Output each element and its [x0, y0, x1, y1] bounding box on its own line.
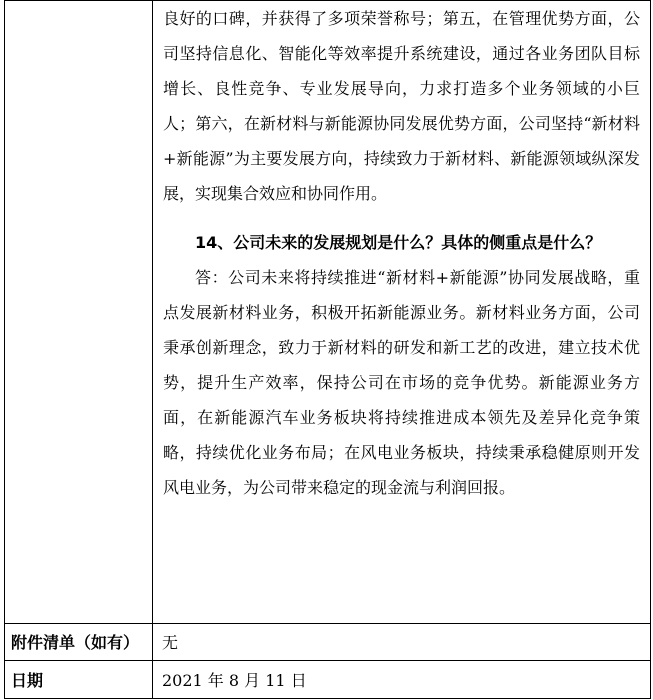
attachments-row: [5, 623, 651, 660]
record-table: [4, 0, 651, 699]
date-row: [5, 660, 651, 698]
content-row: [5, 1, 651, 624]
content-label-cell: [5, 1, 153, 624]
date-label: 日期: [5, 660, 153, 698]
attachments-value: 无: [153, 623, 651, 660]
attachments-label: 附件清单（如有）: [5, 623, 153, 660]
continuation-paragraph: 良好的口碑，并获得了多项荣誉称号；第五，在管理优势方面，公司坚持信息化、智能化等效率提升系统建设，通过各业务团队目标增长、良性竞争、专业发展导向，力求打造多个业务领域的小巨人；第六，在新材料与新能源协同发展优势方面，公司坚持“新材料+新能源”为主要发展方向，持续致力于新材料、新能源领域纵深发展，实现集合效应和协同作用。: [163, 9, 640, 203]
answer-14: 答：公司未来将持续推进“新材料+新能源”协同发展战略，重点发展新材料业务，积极开拓新能源业务。新材料业务方面，公司秉承创新理念，致力于新材料的研发和新工艺的改进，建立技术优势，提升生产效率，保持公司在市场的竞争优势。新能源业务方面，在新能源汽车业务板块将持续推进成本领先及差异化竞争策略，持续优化业务布局；在风电业务板块，持续秉承稳健原则开发风电业务，为公司带来稳定的现金流与利润回报。: [163, 268, 640, 497]
question-14: 14、公司未来的发展规划是什么？具体的侧重点是什么？: [195, 233, 602, 252]
content-cell: [153, 1, 651, 624]
date-value: 2021 年 8 月 11 日: [153, 660, 651, 698]
